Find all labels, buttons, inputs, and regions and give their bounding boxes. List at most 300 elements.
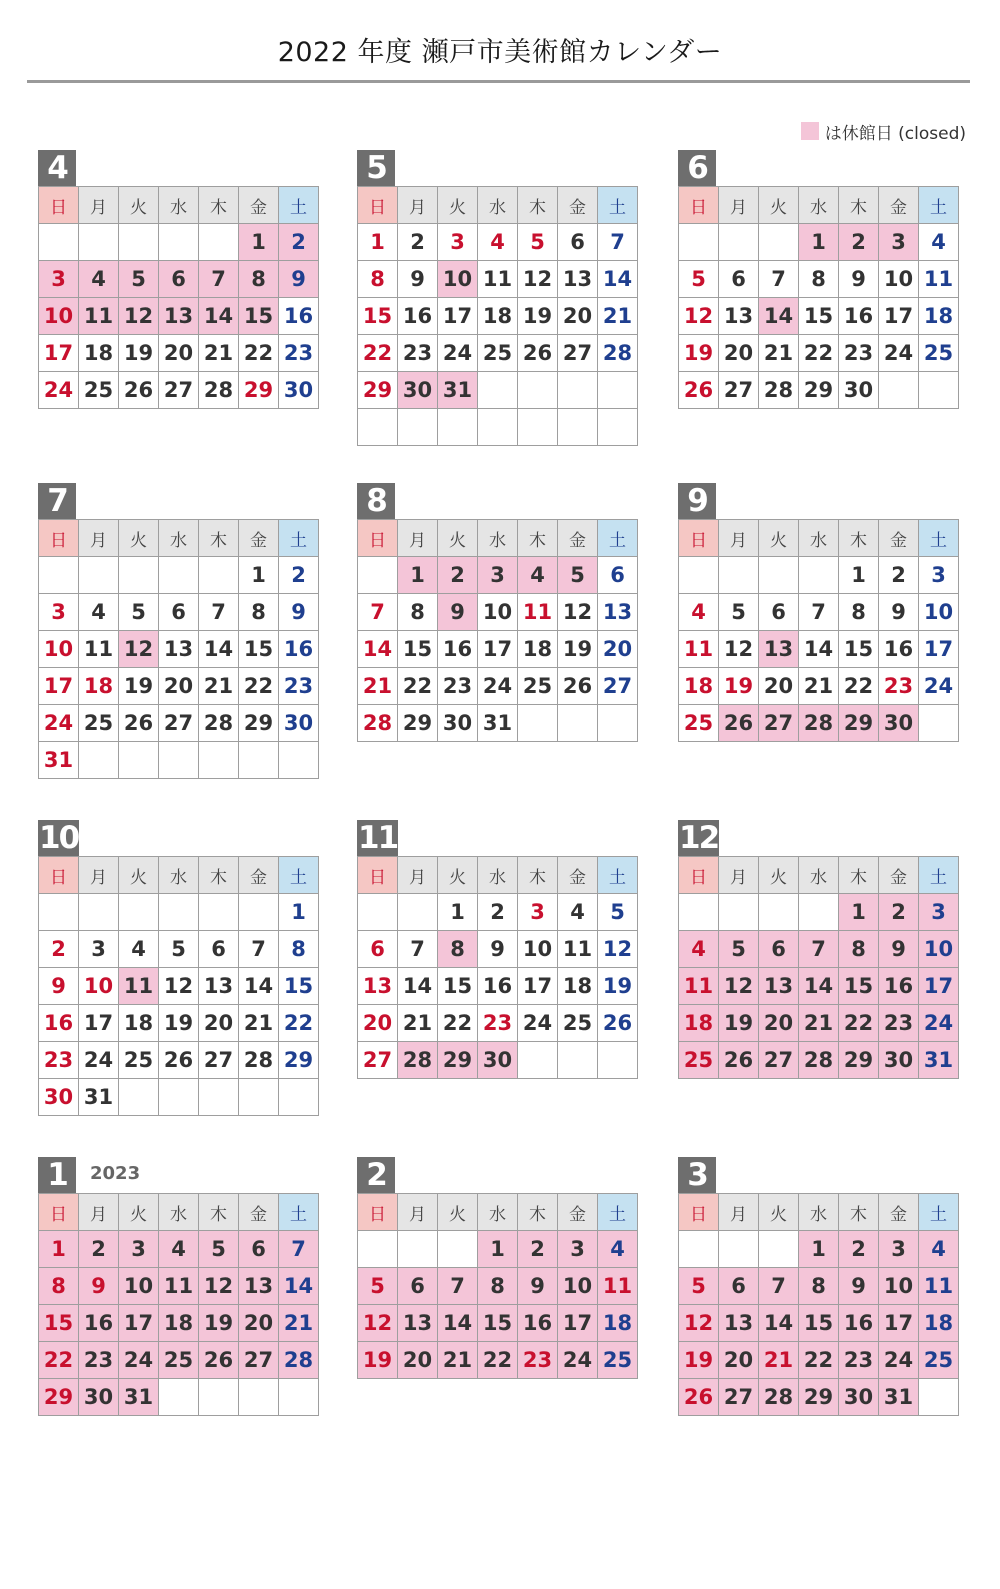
weekday-label: 金 [239, 187, 279, 224]
day-cell: 21 [199, 668, 239, 705]
day-cell: 12 [119, 631, 159, 668]
day-cell: 8 [799, 1268, 839, 1305]
weekday-header-row [39, 857, 319, 894]
weekday-label: 土 [279, 520, 319, 557]
weekday-label: 木 [839, 520, 879, 557]
day-cell: 15 [438, 968, 478, 1005]
week-row [39, 372, 319, 409]
week-row [39, 705, 319, 742]
month-number: 12 [679, 820, 719, 856]
day-cell: 18 [478, 298, 518, 335]
weekday-label: 日 [39, 1194, 79, 1231]
day-cell: 3 [79, 931, 119, 968]
empty-cell [719, 224, 759, 261]
day-cell: 16 [79, 1305, 119, 1342]
week-row [358, 261, 638, 298]
day-cell: 13 [159, 631, 199, 668]
day-cell: 16 [879, 968, 919, 1005]
day-cell: 12 [358, 1305, 398, 1342]
week-row [39, 668, 319, 705]
day-cell: 17 [79, 1005, 119, 1042]
day-cell: 1 [239, 224, 279, 261]
day-cell: 29 [438, 1042, 478, 1079]
day-cell: 23 [478, 1005, 518, 1042]
day-cell: 1 [39, 1231, 79, 1268]
month-header [678, 1157, 953, 1193]
day-cell: 24 [919, 668, 959, 705]
day-cell: 13 [759, 631, 799, 668]
day-cell: 20 [719, 1342, 759, 1379]
legend [801, 121, 966, 144]
weekday-label: 火 [759, 520, 799, 557]
day-cell: 26 [679, 372, 719, 409]
day-cell: 9 [39, 968, 79, 1005]
day-cell: 5 [719, 931, 759, 968]
day-cell: 14 [199, 631, 239, 668]
month-table [357, 519, 638, 742]
day-cell: 12 [518, 261, 558, 298]
month-number: 3 [678, 1157, 716, 1193]
empty-cell [679, 557, 719, 594]
weekday-header-row [679, 857, 959, 894]
week-row [39, 557, 319, 594]
day-cell: 15 [239, 631, 279, 668]
weekday-label: 火 [438, 520, 478, 557]
weekday-label: 水 [799, 1194, 839, 1231]
month-calendar-10 [38, 820, 313, 1116]
day-cell: 29 [239, 705, 279, 742]
day-cell: 18 [119, 1005, 159, 1042]
weekday-label: 土 [598, 1194, 638, 1231]
day-cell: 27 [558, 335, 598, 372]
day-cell: 6 [239, 1231, 279, 1268]
day-cell: 18 [79, 335, 119, 372]
day-cell: 27 [239, 1342, 279, 1379]
day-cell: 12 [558, 594, 598, 631]
month-number: 5 [357, 150, 395, 186]
empty-cell [79, 742, 119, 779]
weekday-header-row [679, 1194, 959, 1231]
day-cell: 25 [679, 1042, 719, 1079]
day-cell: 2 [879, 557, 919, 594]
day-cell: 21 [398, 1005, 438, 1042]
week-row [679, 1305, 959, 1342]
week-row [358, 335, 638, 372]
empty-cell [199, 894, 239, 931]
week-row [39, 894, 319, 931]
day-cell: 1 [799, 1231, 839, 1268]
empty-cell [598, 705, 638, 742]
day-cell: 21 [759, 335, 799, 372]
day-cell: 29 [839, 705, 879, 742]
weekday-label: 水 [799, 520, 839, 557]
empty-cell [398, 894, 438, 931]
day-cell: 23 [279, 668, 319, 705]
day-cell: 25 [919, 1342, 959, 1379]
empty-cell [239, 1079, 279, 1116]
weekday-label: 木 [839, 1194, 879, 1231]
page-title: 2022 年度 瀬戸市美術館カレンダー [277, 37, 723, 68]
month-number: 6 [678, 150, 716, 186]
day-cell: 16 [438, 631, 478, 668]
weekday-label: 水 [799, 857, 839, 894]
day-cell: 22 [799, 1342, 839, 1379]
day-cell: 5 [679, 261, 719, 298]
empty-cell [518, 409, 558, 446]
month-header [678, 820, 953, 856]
day-cell: 24 [919, 1005, 959, 1042]
month-number: 4 [38, 150, 76, 186]
weekday-label: 日 [39, 187, 79, 224]
empty-cell [478, 372, 518, 409]
day-cell: 13 [598, 594, 638, 631]
week-row [39, 1005, 319, 1042]
day-cell: 18 [558, 968, 598, 1005]
day-cell: 1 [438, 894, 478, 931]
day-cell: 28 [358, 705, 398, 742]
day-cell: 14 [799, 631, 839, 668]
day-cell: 7 [598, 224, 638, 261]
weekday-label: 金 [558, 857, 598, 894]
weekday-label: 土 [598, 857, 638, 894]
week-row [679, 557, 959, 594]
month-number: 8 [357, 483, 395, 519]
day-cell: 30 [879, 1042, 919, 1079]
day-cell: 3 [919, 894, 959, 931]
day-cell: 5 [358, 1268, 398, 1305]
day-cell: 10 [919, 594, 959, 631]
day-cell: 6 [159, 261, 199, 298]
week-row [358, 557, 638, 594]
day-cell: 20 [719, 335, 759, 372]
day-cell: 17 [558, 1305, 598, 1342]
day-cell: 21 [358, 668, 398, 705]
weekday-label: 火 [119, 187, 159, 224]
empty-cell [239, 742, 279, 779]
weekday-label: 火 [759, 857, 799, 894]
title-divider [27, 80, 970, 83]
empty-cell [598, 409, 638, 446]
day-cell: 24 [478, 668, 518, 705]
week-row [358, 894, 638, 931]
day-cell: 27 [759, 705, 799, 742]
month-calendar-11 [357, 820, 632, 1079]
empty-cell [199, 557, 239, 594]
weekday-label: 水 [478, 187, 518, 224]
weekday-label: 金 [879, 187, 919, 224]
day-cell: 26 [598, 1005, 638, 1042]
day-cell: 12 [598, 931, 638, 968]
day-cell: 21 [598, 298, 638, 335]
empty-cell [199, 224, 239, 261]
day-cell: 3 [438, 224, 478, 261]
day-cell: 24 [518, 1005, 558, 1042]
day-cell: 14 [398, 968, 438, 1005]
week-row [679, 894, 959, 931]
day-cell: 22 [239, 668, 279, 705]
weekday-header-row [358, 857, 638, 894]
empty-cell [558, 409, 598, 446]
weekday-label: 月 [398, 1194, 438, 1231]
day-cell: 22 [279, 1005, 319, 1042]
day-cell: 9 [279, 261, 319, 298]
day-cell: 6 [759, 594, 799, 631]
week-row [679, 261, 959, 298]
day-cell: 14 [598, 261, 638, 298]
day-cell: 15 [39, 1305, 79, 1342]
month-calendar-2 [357, 1157, 632, 1379]
week-row [358, 931, 638, 968]
day-cell: 8 [239, 594, 279, 631]
weekday-label: 火 [119, 857, 159, 894]
weekday-label: 土 [919, 187, 959, 224]
day-cell: 7 [279, 1231, 319, 1268]
day-cell: 13 [759, 968, 799, 1005]
day-cell: 12 [119, 298, 159, 335]
day-cell: 13 [558, 261, 598, 298]
weekday-label: 金 [239, 520, 279, 557]
month-header [38, 820, 313, 856]
day-cell: 12 [159, 968, 199, 1005]
day-cell: 10 [39, 631, 79, 668]
weekday-label: 月 [398, 520, 438, 557]
day-cell: 22 [239, 335, 279, 372]
week-row [358, 298, 638, 335]
empty-cell [478, 409, 518, 446]
day-cell: 4 [679, 931, 719, 968]
empty-cell [679, 1231, 719, 1268]
day-cell: 12 [719, 631, 759, 668]
day-cell: 7 [239, 931, 279, 968]
day-cell: 13 [199, 968, 239, 1005]
empty-cell [279, 1079, 319, 1116]
weekday-label: 月 [79, 1194, 119, 1231]
empty-cell [119, 894, 159, 931]
empty-cell [438, 1231, 478, 1268]
day-cell: 25 [159, 1342, 199, 1379]
month-table [357, 856, 638, 1079]
week-row [39, 631, 319, 668]
day-cell: 1 [478, 1231, 518, 1268]
day-cell: 17 [438, 298, 478, 335]
day-cell: 27 [719, 1379, 759, 1416]
weekday-label: 木 [199, 520, 239, 557]
day-cell: 24 [79, 1042, 119, 1079]
day-cell: 24 [119, 1342, 159, 1379]
empty-cell [358, 894, 398, 931]
day-cell: 10 [478, 594, 518, 631]
week-row [39, 1342, 319, 1379]
week-row [358, 1305, 638, 1342]
week-row [679, 1379, 959, 1416]
weekday-label: 土 [919, 520, 959, 557]
day-cell: 31 [39, 742, 79, 779]
weekday-label: 日 [358, 187, 398, 224]
week-row [679, 224, 959, 261]
month-table [357, 186, 638, 446]
day-cell: 21 [199, 335, 239, 372]
weekday-label: 月 [719, 1194, 759, 1231]
day-cell: 15 [358, 298, 398, 335]
day-cell: 25 [679, 705, 719, 742]
day-cell: 19 [159, 1005, 199, 1042]
empty-cell [39, 894, 79, 931]
weekday-label: 火 [438, 857, 478, 894]
day-cell: 21 [759, 1342, 799, 1379]
empty-cell [119, 1079, 159, 1116]
day-cell: 9 [398, 261, 438, 298]
day-cell: 17 [879, 298, 919, 335]
day-cell: 28 [759, 372, 799, 409]
weekday-label: 水 [159, 857, 199, 894]
weekday-label: 木 [839, 187, 879, 224]
day-cell: 22 [358, 335, 398, 372]
day-cell: 19 [679, 335, 719, 372]
empty-cell [679, 894, 719, 931]
week-row [39, 968, 319, 1005]
day-cell: 8 [839, 931, 879, 968]
day-cell: 27 [759, 1042, 799, 1079]
week-row [358, 372, 638, 409]
day-cell: 22 [39, 1342, 79, 1379]
week-row [358, 1042, 638, 1079]
day-cell: 18 [679, 668, 719, 705]
empty-cell [279, 742, 319, 779]
day-cell: 1 [358, 224, 398, 261]
day-cell: 14 [358, 631, 398, 668]
day-cell: 8 [799, 261, 839, 298]
weekday-label: 水 [478, 520, 518, 557]
week-row [39, 594, 319, 631]
weekday-label: 土 [919, 1194, 959, 1231]
weekday-label: 土 [279, 187, 319, 224]
day-cell: 8 [478, 1268, 518, 1305]
day-cell: 22 [839, 1005, 879, 1042]
weekday-label: 月 [398, 857, 438, 894]
day-cell: 3 [478, 557, 518, 594]
day-cell: 11 [518, 594, 558, 631]
day-cell: 26 [199, 1342, 239, 1379]
day-cell: 10 [919, 931, 959, 968]
day-cell: 4 [679, 594, 719, 631]
day-cell: 22 [438, 1005, 478, 1042]
day-cell: 20 [199, 1005, 239, 1042]
day-cell: 4 [919, 224, 959, 261]
month-number: 2 [357, 1157, 395, 1193]
day-cell: 20 [398, 1342, 438, 1379]
week-row [358, 705, 638, 742]
month-table [38, 856, 319, 1116]
month-number: 7 [38, 483, 76, 519]
day-cell: 20 [598, 631, 638, 668]
week-row [358, 224, 638, 261]
month-header [357, 150, 632, 186]
day-cell: 1 [839, 894, 879, 931]
empty-cell [159, 224, 199, 261]
empty-cell [119, 742, 159, 779]
day-cell: 4 [558, 894, 598, 931]
day-cell: 18 [159, 1305, 199, 1342]
empty-cell [799, 557, 839, 594]
day-cell: 29 [39, 1379, 79, 1416]
weekday-label: 日 [679, 187, 719, 224]
day-cell: 1 [279, 894, 319, 931]
month-header [38, 483, 313, 519]
day-cell: 27 [159, 705, 199, 742]
day-cell: 25 [79, 372, 119, 409]
week-row [679, 594, 959, 631]
week-row [679, 372, 959, 409]
empty-cell [759, 224, 799, 261]
day-cell: 29 [279, 1042, 319, 1079]
day-cell: 3 [39, 261, 79, 298]
weekday-label: 火 [438, 187, 478, 224]
day-cell: 13 [239, 1268, 279, 1305]
day-cell: 8 [279, 931, 319, 968]
month-header [357, 820, 632, 856]
day-cell: 24 [558, 1342, 598, 1379]
day-cell: 20 [759, 1005, 799, 1042]
day-cell: 18 [598, 1305, 638, 1342]
empty-cell [518, 372, 558, 409]
weekday-label: 土 [598, 520, 638, 557]
day-cell: 10 [558, 1268, 598, 1305]
weekday-label: 水 [159, 1194, 199, 1231]
day-cell: 6 [398, 1268, 438, 1305]
day-cell: 31 [119, 1379, 159, 1416]
day-cell: 14 [239, 968, 279, 1005]
day-cell: 9 [279, 594, 319, 631]
day-cell: 19 [358, 1342, 398, 1379]
day-cell: 23 [279, 335, 319, 372]
month-table [38, 1193, 319, 1416]
empty-cell [159, 557, 199, 594]
day-cell: 16 [879, 631, 919, 668]
day-cell: 23 [398, 335, 438, 372]
day-cell: 14 [759, 298, 799, 335]
day-cell: 7 [438, 1268, 478, 1305]
day-cell: 24 [39, 705, 79, 742]
day-cell: 11 [119, 968, 159, 1005]
empty-cell [919, 372, 959, 409]
day-cell: 13 [358, 968, 398, 1005]
day-cell: 3 [119, 1231, 159, 1268]
day-cell: 8 [438, 931, 478, 968]
day-cell: 6 [159, 594, 199, 631]
day-cell: 19 [119, 668, 159, 705]
day-cell: 10 [39, 298, 79, 335]
day-cell: 27 [159, 372, 199, 409]
day-cell: 2 [518, 1231, 558, 1268]
day-cell: 7 [799, 594, 839, 631]
day-cell: 2 [398, 224, 438, 261]
day-cell: 2 [279, 224, 319, 261]
week-row [679, 1268, 959, 1305]
week-row [358, 1342, 638, 1379]
day-cell: 12 [679, 1305, 719, 1342]
day-cell: 16 [478, 968, 518, 1005]
day-cell: 16 [398, 298, 438, 335]
day-cell: 5 [679, 1268, 719, 1305]
day-cell: 4 [79, 594, 119, 631]
week-row [39, 1231, 319, 1268]
day-cell: 29 [239, 372, 279, 409]
weekday-label: 木 [518, 857, 558, 894]
weekday-label: 土 [279, 857, 319, 894]
weekday-label: 金 [239, 1194, 279, 1231]
day-cell: 18 [919, 298, 959, 335]
day-cell: 3 [39, 594, 79, 631]
